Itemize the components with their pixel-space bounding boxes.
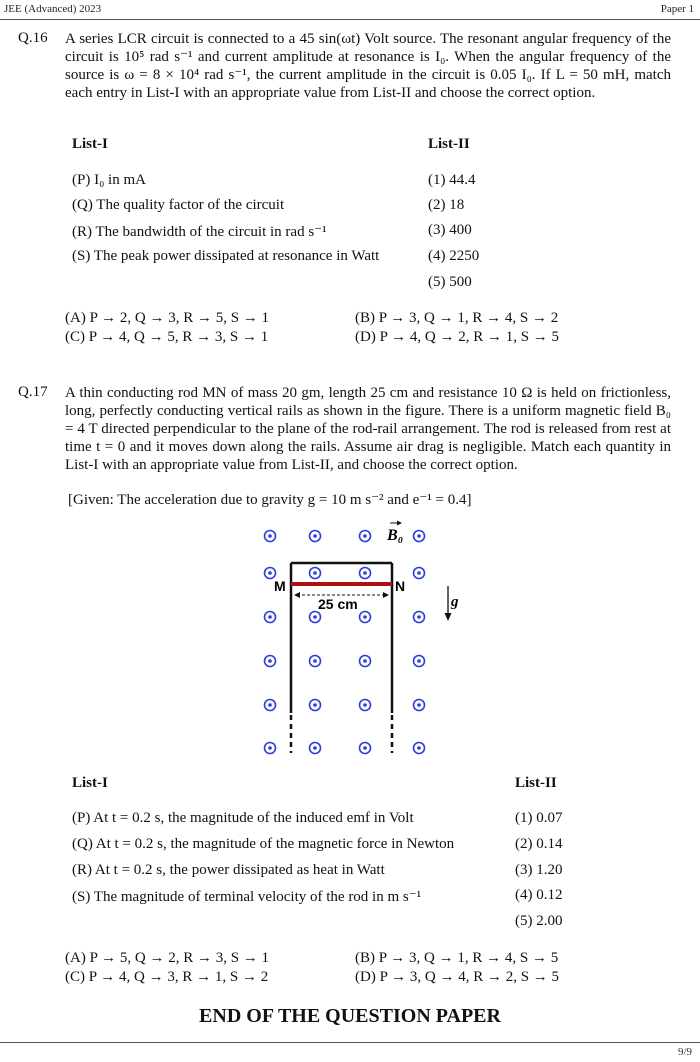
field-out-of-page-icon — [310, 743, 321, 754]
field-out-of-page-icon — [360, 568, 371, 579]
q17-list2-title: List-II — [515, 775, 557, 791]
gravity-label: g — [451, 594, 459, 610]
field-out-of-page-icon — [265, 700, 276, 711]
rod-rail-figure — [250, 518, 459, 763]
q17-given: [Given: The acceleration due to gravity g = 10 m s⁻² and e⁻¹ = 0.4] — [68, 492, 472, 508]
q16-option-d[interactable]: (D) P → 4, Q → 2, R → 1, S → 5 — [355, 329, 560, 345]
q17-list1-item: (P) At t = 0.2 s, the magnitude of the induced emf in Volt — [72, 810, 414, 826]
q16-list1-title: List-I — [72, 136, 108, 152]
field-out-of-page-icon — [414, 531, 425, 542]
vector-arrow-head — [397, 521, 402, 526]
field-out-of-page-icon — [265, 531, 276, 542]
field-out-of-page-icon — [310, 612, 321, 623]
label-m: M — [274, 578, 286, 594]
q16-list2-item: (4) 2250 — [428, 248, 480, 264]
field-out-of-page-icon — [360, 656, 371, 667]
field-out-of-page-icon — [265, 743, 276, 754]
field-out-of-page-icon — [310, 568, 321, 579]
q17-list2-item: (2) 0.14 — [515, 836, 563, 852]
q16-option-c[interactable]: (C) P → 4, Q → 5, R → 3, S → 1 — [65, 329, 269, 345]
q16-list2-item: (5) 500 — [428, 274, 472, 290]
q16-option-a[interactable]: (A) P → 2, Q → 3, R → 5, S → 1 — [65, 310, 270, 326]
q17-list2-item: (5) 2.00 — [515, 913, 563, 929]
q16-list2-item: (1) 44.4 — [428, 172, 476, 188]
field-out-of-page-icon — [360, 531, 371, 542]
page-number: 9/9 — [677, 1046, 692, 1058]
field-out-of-page-icon — [265, 612, 276, 623]
q16-list2-item: (3) 400 — [428, 222, 472, 238]
q17-list2-item: (1) 0.07 — [515, 810, 563, 826]
field-out-of-page-icon — [360, 612, 371, 623]
dimension-arrow-left — [294, 592, 300, 598]
q17-list1-item: (R) At t = 0.2 s, the power dissipated as heat in Watt — [72, 862, 385, 878]
q16-list1-item: (R) The bandwidth of the circuit in rad s⁻¹ — [72, 224, 327, 240]
field-out-of-page-icon — [414, 700, 425, 711]
q17-option-d[interactable]: (D) P → 3, Q → 4, R → 2, S → 5 — [355, 969, 560, 985]
q17-option-a[interactable]: (A) P → 5, Q → 2, R → 3, S → 1 — [65, 950, 270, 966]
field-out-of-page-icon — [414, 656, 425, 667]
q16-option-b[interactable]: (B) P → 3, Q → 1, R → 4, S → 2 — [355, 310, 559, 326]
q16-number: Q.16 — [18, 30, 48, 46]
field-out-of-page-icon — [310, 700, 321, 711]
field-label: B₀ — [387, 527, 404, 544]
field-out-of-page-icon — [414, 743, 425, 754]
field-out-of-page-icon — [360, 700, 371, 711]
q17-text: A thin conducting rod MN of mass 20 gm, length 25 cm and resistance 10 Ω is held on frictionless, long, perfectly conducting vertical rails as shown in the figure. There is a uniform magnetic field B₀ = 4 T directed perpendicular to the plane of the rod-rail arrangement. The rod is released from rest at time t = 0 and it moves down along the rails. Assume air drag is negligible. Match each quantity in List-I with an appropriate value from List-II, and choose the correct option. — [65, 385, 671, 473]
q17-list1-item: (S) The magnitude of terminal velocity of the rod in m s⁻¹ — [72, 889, 422, 905]
field-out-of-page-icon — [310, 531, 321, 542]
q17-option-b[interactable]: (B) P → 3, Q → 1, R → 4, S → 5 — [355, 950, 559, 966]
paper-number-header: Paper 1 — [660, 3, 694, 15]
q17-list2-item: (4) 0.12 — [515, 887, 563, 903]
field-out-of-page-icon — [265, 568, 276, 579]
q17-option-c[interactable]: (C) P → 4, Q → 3, R → 1, S → 2 — [65, 969, 269, 985]
length-label: 25 cm — [318, 596, 358, 612]
q16-list2-title: List-II — [428, 136, 470, 152]
field-out-of-page-icon — [414, 568, 425, 579]
q17-list2-item: (3) 1.20 — [515, 862, 563, 878]
field-out-of-page-icon — [265, 656, 276, 667]
end-of-paper: END OF THE QUESTION PAPER — [199, 1005, 501, 1027]
exam-title-header: JEE (Advanced) 2023 — [4, 3, 102, 15]
footer-divider — [0, 1042, 700, 1043]
q16-list1-item: (S) The peak power dissipated at resonance in Watt — [72, 248, 380, 264]
q16-list2-item: (2) 18 — [428, 197, 465, 213]
q17-list1-title: List-I — [72, 775, 108, 791]
q16-list1-item: (Q) The quality factor of the circuit — [72, 197, 285, 213]
gravity-arrow-head — [445, 613, 452, 621]
dimension-arrow-right — [383, 592, 389, 598]
field-out-of-page-icon — [310, 656, 321, 667]
q16-list1-item: (P) I₀ in mA — [72, 172, 146, 188]
field-out-of-page-icon — [414, 612, 425, 623]
q16-text: A series LCR circuit is connected to a 45 sin(ωt) Volt source. The resonant angular frequency of the circuit is 10⁵ rad s⁻¹ and current amplitude at resonance is I₀. When the angular frequency of the source is ω = 8 × 10⁴ rad s⁻¹, the current amplitude in the circuit is 0.05 I₀. If L = 50 mH, match each entry in List-I with an appropriate value from List-II and choose the correct option. — [65, 31, 671, 101]
header-divider — [0, 19, 700, 20]
q17-number: Q.17 — [18, 384, 48, 400]
label-n: N — [395, 578, 406, 594]
field-out-of-page-icon — [360, 743, 371, 754]
q17-list1-item: (Q) At t = 0.2 s, the magnitude of the magnetic force in Newton — [72, 836, 455, 852]
